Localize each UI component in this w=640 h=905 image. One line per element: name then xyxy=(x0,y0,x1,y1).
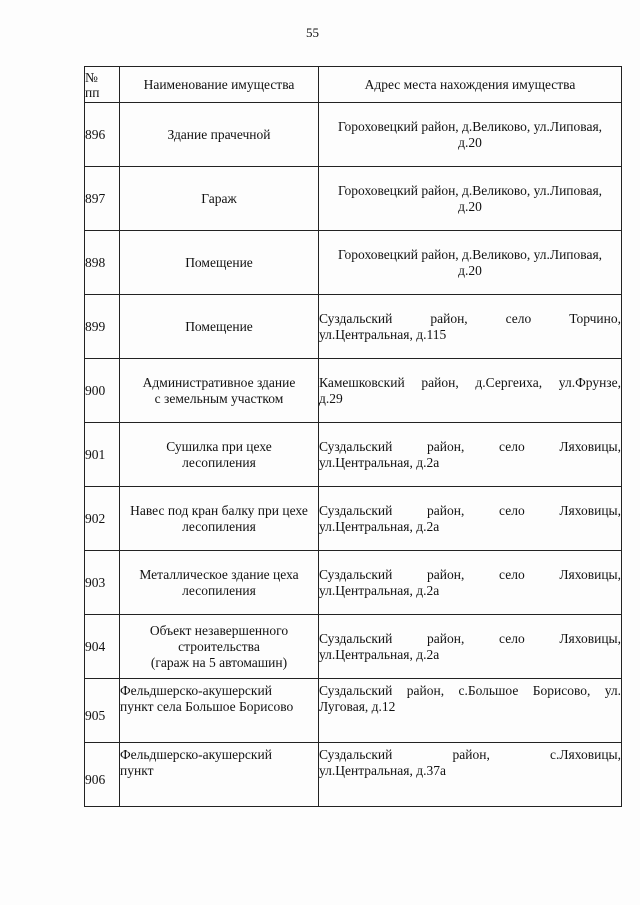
property-name: Гараж xyxy=(120,167,319,231)
row-number: 900 xyxy=(85,359,120,423)
header-number-symbol: № xyxy=(85,69,98,85)
property-address: Суздальский район, с.Большое Борисово, ул. Луговая, д.12 xyxy=(319,679,622,743)
table-header-row xyxy=(85,67,622,103)
table-row xyxy=(85,423,622,487)
property-address: Суздальский район, село Торчино, ул.Центральная, д.115 xyxy=(319,295,622,359)
row-number: 897 xyxy=(85,167,120,231)
table-row xyxy=(85,679,622,743)
property-address: Суздальский район, село Ляховицы, ул.Центральная, д.2а xyxy=(319,615,622,679)
property-table xyxy=(84,66,622,807)
property-address: Гороховецкий район, д.Великово, ул.Липовая, д.20 xyxy=(319,231,622,295)
property-name: Объект незавершенного строительства (гараж на 5 автомашин) xyxy=(120,615,319,679)
property-address: Суздальский район, село Ляховицы, ул.Центральная, д.2а xyxy=(319,423,622,487)
property-address: Гороховецкий район, д.Великово, ул.Липовая, д.20 xyxy=(319,167,622,231)
table-row xyxy=(85,167,622,231)
property-address: Камешковский район, д.Сергеиха, ул.Фрунзе, д.29 xyxy=(319,359,622,423)
property-address: Суздальский район, с.Ляховицы, ул.Центральная, д.37а xyxy=(319,743,622,807)
row-number: 904 xyxy=(85,615,120,679)
header-number xyxy=(85,67,120,103)
header-name: Наименование имущества xyxy=(120,67,319,103)
property-name: Помещение xyxy=(120,295,319,359)
row-number: 902 xyxy=(85,487,120,551)
row-number: 901 xyxy=(85,423,120,487)
property-address: Гороховецкий район, д.Великово, ул.Липовая, д.20 xyxy=(319,103,622,167)
table-row xyxy=(85,743,622,807)
table-row xyxy=(85,359,622,423)
table-row xyxy=(85,551,622,615)
table-row xyxy=(85,103,622,167)
row-number: 896 xyxy=(85,103,120,167)
page-number: 55 xyxy=(306,25,319,40)
property-address: Суздальский район, село Ляховицы, ул.Центральная, д.2а xyxy=(319,551,622,615)
table-row xyxy=(85,487,622,551)
property-name: Помещение xyxy=(120,231,319,295)
property-name: Металлическое здание цеха лесопиления xyxy=(120,551,319,615)
row-number: 906 xyxy=(85,743,120,807)
property-name: Фельдшерско-акушерский пункт села Большое Борисово xyxy=(120,679,319,743)
table-row xyxy=(85,231,622,295)
row-number: 905 xyxy=(85,679,120,743)
header-number-abbr: пп xyxy=(85,84,100,100)
property-name: Здание прачечной xyxy=(120,103,319,167)
row-number: 903 xyxy=(85,551,120,615)
property-address: Суздальский район, село Ляховицы, ул.Центральная, д.2а xyxy=(319,487,622,551)
property-name: Сушилка при цехе лесопиления xyxy=(120,423,319,487)
property-name: Навес под кран балку при цехе лесопиления xyxy=(120,487,319,551)
table-row xyxy=(85,615,622,679)
table-row xyxy=(85,295,622,359)
header-address: Адрес места нахождения имущества xyxy=(319,67,622,103)
row-number: 899 xyxy=(85,295,120,359)
row-number: 898 xyxy=(85,231,120,295)
property-name: Фельдшерско-акушерский пункт xyxy=(120,743,319,807)
property-name: Административное здание с земельным участком xyxy=(120,359,319,423)
